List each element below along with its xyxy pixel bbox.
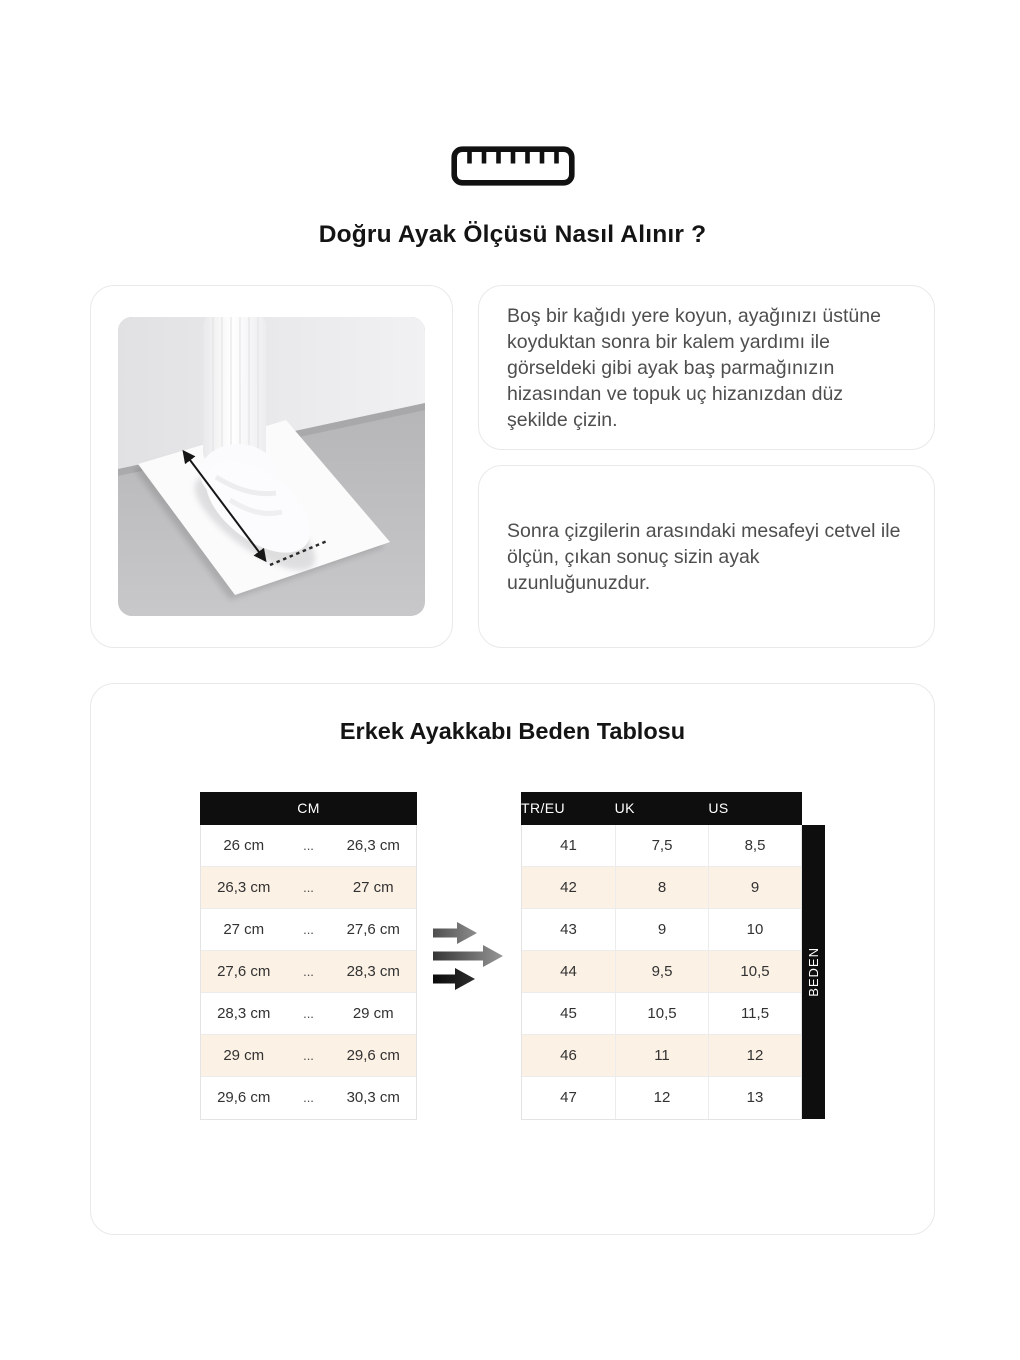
size-chart-card — [90, 683, 935, 1235]
foot-measure-photo-card — [90, 285, 453, 648]
cm-table-body — [200, 825, 417, 1120]
tr-eu-size: 43 — [560, 920, 577, 938]
instruction-text-measure: Sonra çizgilerin arasındaki mesafeyi cetvel ile ölçün, çıkan sonuç sizin ayak uzunluğunuzdur. — [507, 519, 901, 594]
cm-to: 29 cm — [352, 1004, 394, 1022]
range-separator: ... — [303, 1047, 314, 1063]
us-size: 10,5 — [708, 951, 801, 992]
size-chart-tables — [91, 792, 934, 1120]
table-row — [201, 1077, 416, 1119]
instruction-card-draw — [478, 285, 935, 450]
range-separator: ... — [303, 837, 314, 853]
table-row — [522, 1077, 801, 1119]
uk-size: 11 — [615, 1035, 708, 1076]
table-row — [522, 867, 801, 909]
us-size: 10 — [708, 909, 801, 950]
table-row — [201, 909, 416, 951]
cm-from: 27 cm — [223, 920, 265, 938]
intl-table-header — [521, 792, 802, 825]
intl-table-body — [521, 825, 802, 1120]
table-row — [201, 1035, 416, 1077]
howto-section — [90, 285, 935, 648]
us-size: 13 — [708, 1077, 801, 1119]
instruction-card-measure — [478, 465, 935, 648]
range-separator: ... — [303, 1090, 314, 1106]
beden-side-bar — [802, 825, 825, 1119]
col-header-us: US — [708, 800, 729, 817]
intl-size-table — [521, 792, 802, 1120]
table-row — [201, 993, 416, 1035]
cm-from: 29,6 cm — [217, 1089, 271, 1107]
table-row — [201, 867, 416, 909]
table-row — [522, 951, 801, 993]
cm-to: 27,6 cm — [346, 920, 400, 938]
us-size: 12 — [708, 1035, 801, 1076]
col-header-uk: UK — [614, 800, 635, 817]
tr-eu-size: 46 — [560, 1046, 577, 1064]
range-separator: ... — [303, 963, 314, 979]
cm-from: 29 cm — [223, 1046, 265, 1064]
range-separator: ... — [303, 879, 314, 895]
range-separator: ... — [303, 1005, 314, 1021]
instruction-text-draw: Boş bir kağıdı yere koyun, ayağınızı üstüne koyduktan sonra bir kalem yardımı ile görseldeki gibi ayak baş parmağınızın hizasından ve topuk uç hizanızdan düz şekilde çizin. — [507, 304, 881, 431]
tr-eu-size: 45 — [560, 1004, 577, 1022]
uk-size: 9 — [615, 909, 708, 950]
cm-to: 28,3 cm — [346, 962, 400, 980]
ruler-icon — [451, 146, 575, 186]
beden-label: BEDEN — [806, 946, 821, 997]
guide-header — [90, 0, 935, 249]
uk-size: 8 — [615, 867, 708, 908]
us-size: 9 — [708, 867, 801, 908]
cm-table — [200, 792, 417, 1120]
table-row — [201, 825, 416, 867]
size-guide-page — [90, 0, 935, 1235]
foot-measure-photo — [118, 317, 425, 616]
tr-eu-size: 42 — [560, 878, 577, 896]
tr-eu-size: 44 — [560, 962, 577, 980]
cm-from: 26,3 cm — [217, 878, 271, 896]
instruction-cards — [478, 285, 935, 648]
us-size: 8,5 — [708, 825, 801, 866]
table-row — [201, 951, 416, 993]
us-size: 11,5 — [708, 993, 801, 1034]
cm-to: 27 cm — [352, 878, 394, 896]
table-row — [522, 993, 801, 1035]
col-header-tr-eu: TR/EU — [521, 800, 565, 817]
tr-eu-size: 41 — [560, 836, 577, 854]
cm-to: 26,3 cm — [346, 836, 400, 854]
table-row — [522, 825, 801, 867]
size-chart-title: Erkek Ayakkabı Beden Tablosu — [339, 718, 686, 745]
cm-to: 30,3 cm — [346, 1089, 400, 1107]
cm-from: 26 cm — [223, 836, 265, 854]
table-row — [522, 909, 801, 951]
cm-to: 29,6 cm — [346, 1046, 400, 1064]
cm-from: 27,6 cm — [217, 962, 271, 980]
tr-eu-size: 47 — [560, 1089, 577, 1107]
uk-size: 12 — [615, 1077, 708, 1119]
cm-from: 28,3 cm — [217, 1004, 271, 1022]
conversion-arrows-icon — [433, 922, 504, 990]
page-title: Doğru Ayak Ölçüsü Nasıl Alınır ? — [318, 221, 707, 248]
intl-table-wrap — [521, 792, 825, 1120]
cm-table-header: CM — [200, 792, 417, 825]
table-row — [522, 1035, 801, 1077]
uk-size: 10,5 — [615, 993, 708, 1034]
uk-size: 9,5 — [615, 951, 708, 992]
range-separator: ... — [303, 921, 314, 937]
uk-size: 7,5 — [615, 825, 708, 866]
